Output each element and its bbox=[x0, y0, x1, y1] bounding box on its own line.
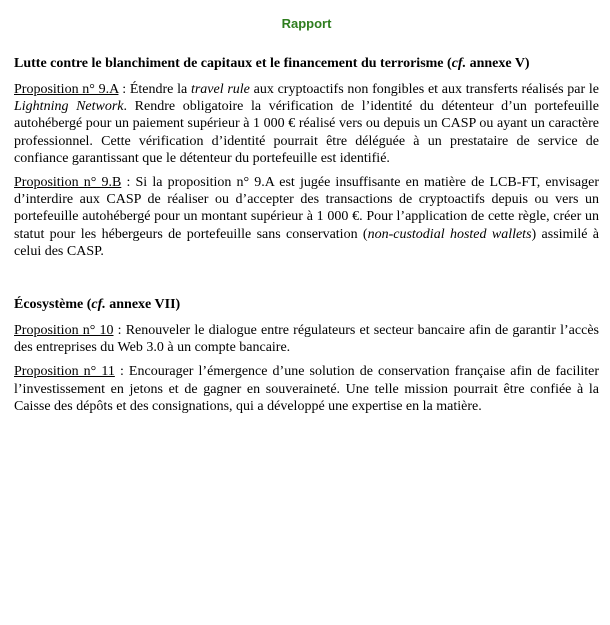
section-heading-lcb-ft bbox=[14, 55, 599, 72]
proposition-number: Proposition n° 10 bbox=[14, 323, 114, 339]
heading-annex: annexe V) bbox=[466, 56, 530, 71]
proposition-text: : Étendre la bbox=[118, 82, 191, 97]
heading-cf: cf. bbox=[451, 56, 467, 71]
proposition-9b bbox=[14, 174, 599, 260]
running-header: Rapport bbox=[281, 16, 332, 31]
heading-text: Écosystème ( bbox=[14, 297, 92, 313]
heading-annex: annexe VII) bbox=[105, 297, 181, 313]
document-page bbox=[14, 0, 599, 415]
heading-text: Lutte contre le blanchiment de capitaux et le financement du terrorisme ( bbox=[14, 56, 452, 71]
proposition-11 bbox=[14, 363, 599, 415]
proposition-number: Proposition n° 11 bbox=[14, 364, 115, 380]
proposition-9a bbox=[14, 81, 599, 167]
proposition-text: ) assimilé à celui des CASP. bbox=[14, 226, 600, 259]
proposition-text: : Renouveler le dialogue entre régulateurs et secteur bancaire afin de garantir l’accès des entreprises du Web 3.0 à un compte bancaire. bbox=[14, 323, 599, 356]
proposition-number: Proposition n° 9.B bbox=[14, 175, 122, 191]
proposition-text: : Si la proposition n° 9.A est jugée insuffisante en matière de LCB-FT, envisager d’interdire aux CASP de réaliser ou d’accepter des transactions de cryptoactifs depuis ou vers un portefeuille autohébergé pour un montant supérieur à 1 000 €. Pour l’application de cette règle, créer un statut pour les hébergeurs de portefeuille sans conservation ( bbox=[14, 175, 599, 242]
heading-cf: cf. bbox=[91, 297, 106, 313]
proposition-emphasis: non-custodial hosted wallets bbox=[367, 226, 532, 242]
proposition-emphasis: travel rule bbox=[190, 82, 250, 97]
proposition-number: Proposition n° 9.A bbox=[14, 82, 119, 97]
proposition-text: : Encourager l’émergence d’une solution de conservation française afin de faciliter l’investissement en jetons et de gagner en souveraineté. Une telle mission pourrait être confiée à la Caisse des dépôts et des consignations, qui a développé une expertise en la matière. bbox=[14, 364, 599, 414]
proposition-10 bbox=[14, 322, 599, 356]
proposition-text: aux cryptoactifs non fongibles et aux transferts réalisés par le bbox=[249, 82, 599, 97]
proposition-emphasis: Lightning Network bbox=[14, 99, 124, 115]
section-heading-ecosysteme bbox=[14, 296, 599, 313]
proposition-text: . Rendre obligatoire la vérification de l’identité du détenteur d’un portefeuille autohébergé pour un paiement supérieur à 1 000 € réalisé vers ou depuis un CASP ou ayant un caractère professionnel. Cette vérification d’identité pourrait être déléguée à un prestataire de service de confiance garantissant que le détenteur du portefeuille est identifié. bbox=[14, 99, 599, 166]
